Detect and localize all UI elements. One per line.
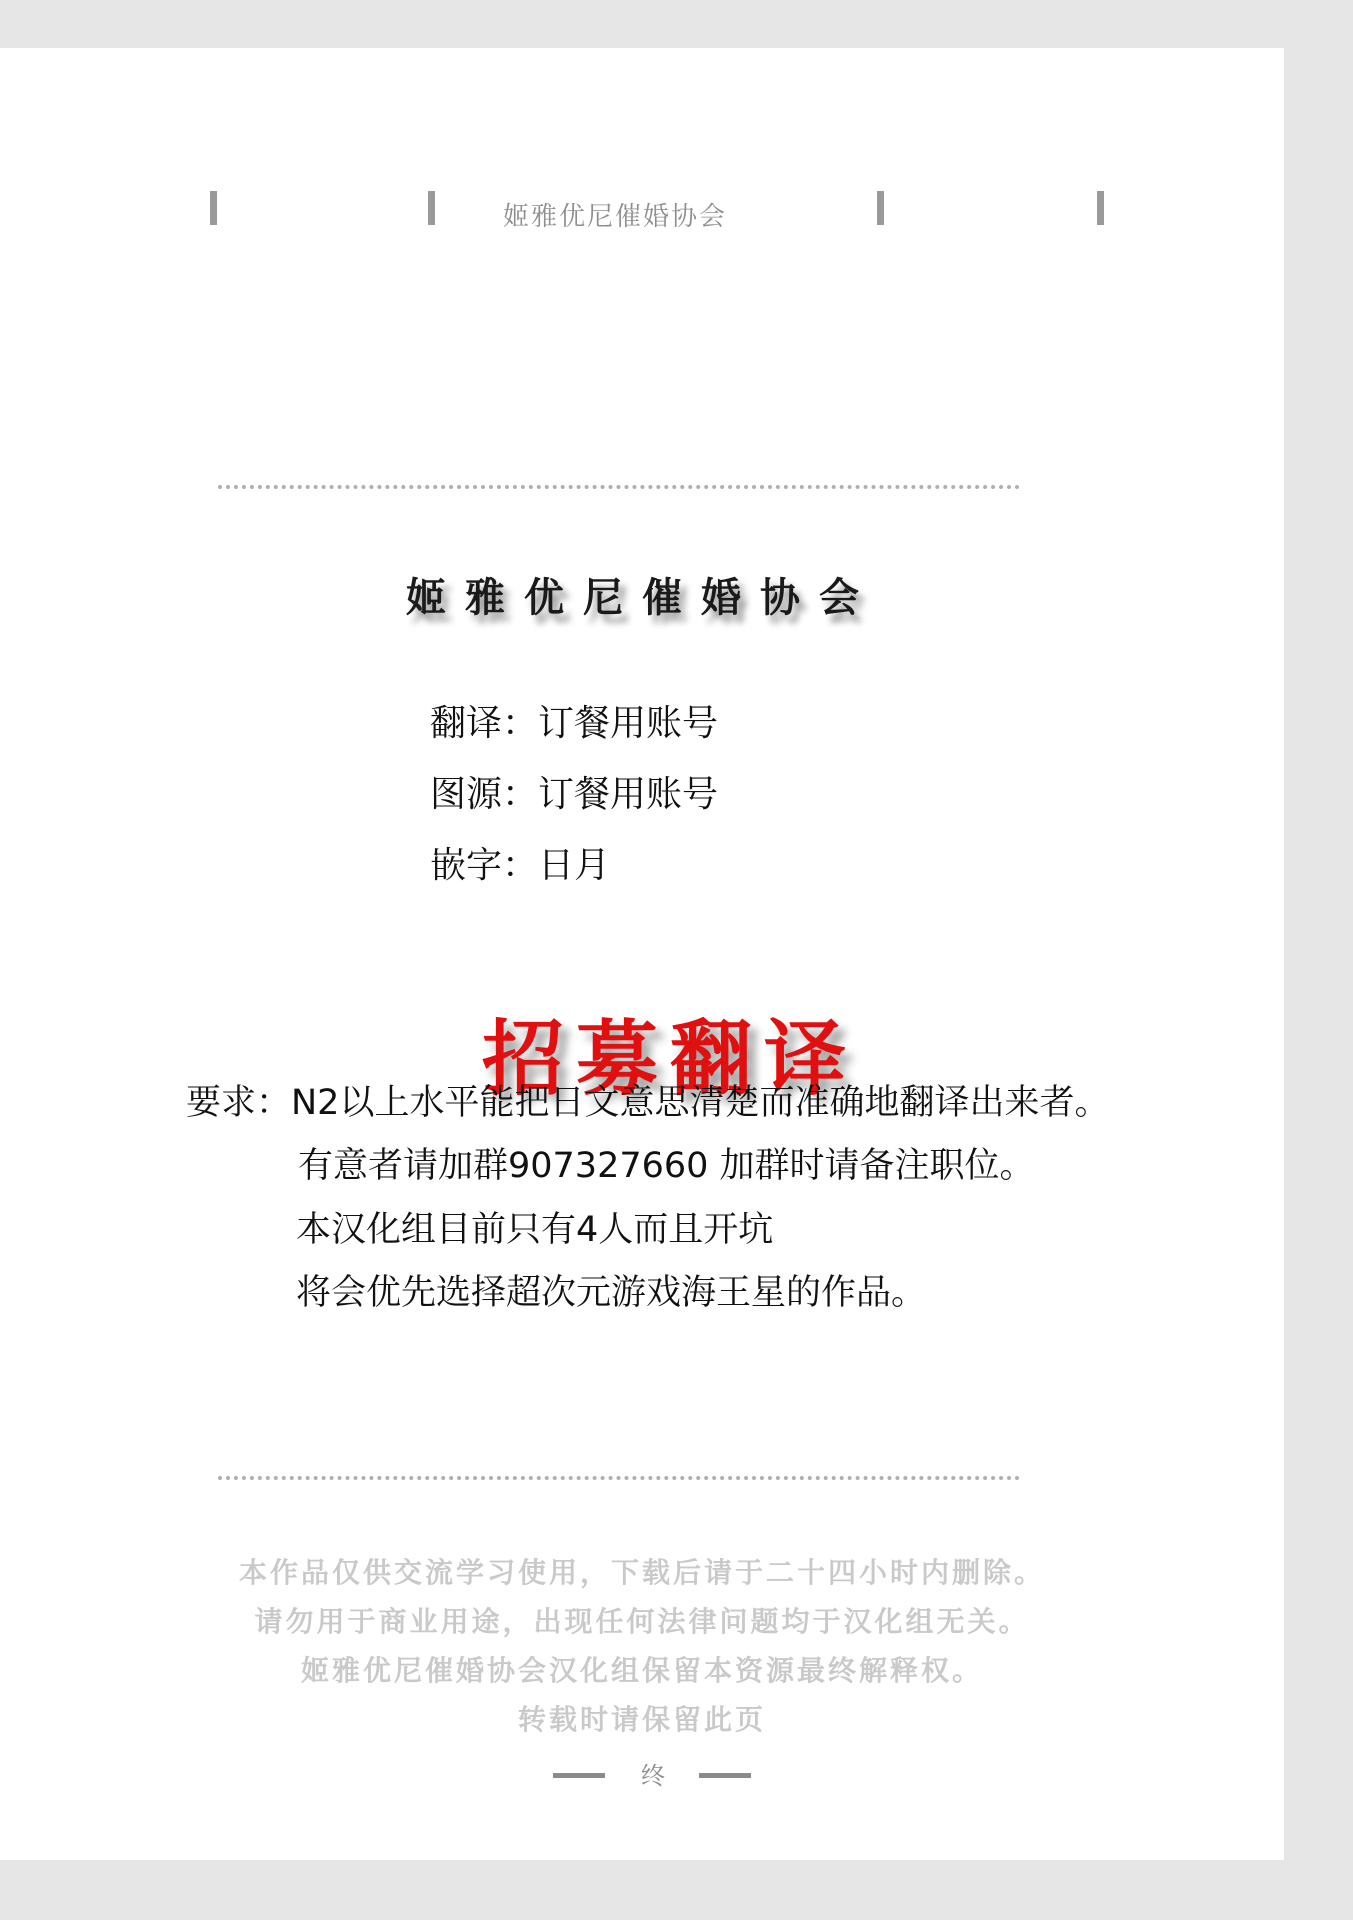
credit-translation: 翻译：订餐用账号 — [430, 703, 719, 744]
group-name-title: 姬雅优尼催婚协会 — [406, 574, 878, 621]
header-bar-left-outer — [210, 191, 217, 225]
end-label: 终 — [641, 1762, 665, 1790]
credit-typesetting: 嵌字：日月 — [430, 845, 611, 886]
recruit-requirement: 要求：N2以上水平能把日文意思清楚而准确地翻译出来者。 — [186, 1083, 1110, 1123]
top-divider — [218, 485, 1020, 489]
disclaimer-block — [0, 1548, 1284, 1744]
disclaimer-line: 本作品仅供交流学习使用，下载后请于二十四小时内删除。 — [238, 1556, 1045, 1589]
end-dash-right — [699, 1773, 751, 1778]
recruit-preference: 将会优先选择超次元游戏海王星的作品。 — [296, 1273, 927, 1313]
bottom-divider — [218, 1476, 1020, 1480]
disclaimer-line: 姬雅优尼催婚协会汉化组保留本资源最终解释权。 — [300, 1654, 983, 1687]
recruit-title: 招募翻译 — [481, 1011, 858, 1107]
end-dash-left — [553, 1773, 605, 1778]
page — [0, 48, 1284, 1860]
disclaimer-line: 请勿用于商业用途，出现任何法律问题均于汉化组无关。 — [254, 1605, 1030, 1638]
end-mark — [553, 1756, 753, 1796]
disclaimer-line: 转载时请保留此页 — [517, 1703, 766, 1736]
credit-source: 图源：订餐用账号 — [430, 774, 719, 815]
recruit-contact: 有意者请加群907327660 加群时请备注职位。 — [298, 1146, 1035, 1186]
header-title: 姬雅优尼催婚协会 — [502, 202, 727, 232]
header-bar-right-outer — [1097, 191, 1104, 225]
recruit-team-size: 本汉化组目前只有4人而且开坑 — [296, 1210, 774, 1250]
header-bar-right-inner — [877, 191, 884, 225]
credits-block — [430, 688, 718, 901]
